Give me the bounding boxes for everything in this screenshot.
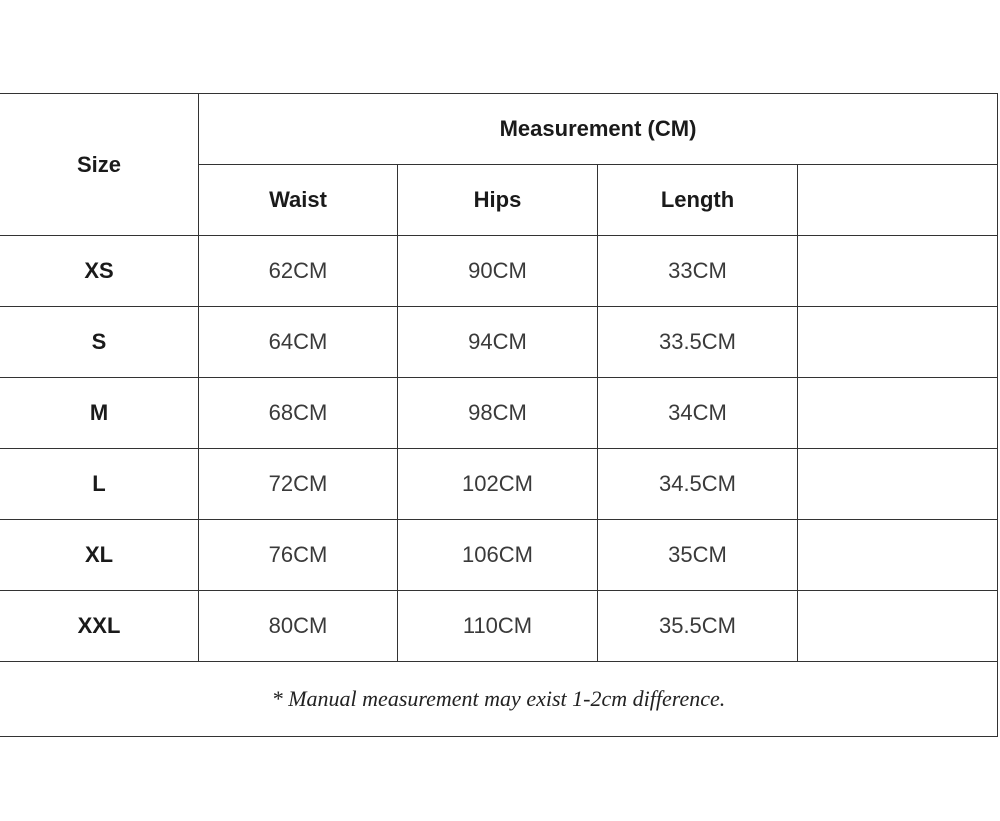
length-cell: 34.5CM xyxy=(598,449,798,520)
waist-cell: 68CM xyxy=(199,378,398,449)
hips-cell: 102CM xyxy=(398,449,598,520)
length-cell: 33CM xyxy=(598,236,798,307)
hips-cell: 90CM xyxy=(398,236,598,307)
empty-cell xyxy=(798,307,998,378)
waist-cell: 80CM xyxy=(199,591,398,662)
size-cell: XL xyxy=(0,520,199,591)
column-header-waist: Waist xyxy=(199,165,398,236)
empty-cell xyxy=(798,449,998,520)
waist-cell: 72CM xyxy=(199,449,398,520)
size-chart xyxy=(0,93,997,733)
table-row xyxy=(0,449,998,520)
table-row xyxy=(0,520,998,591)
size-cell: M xyxy=(0,378,199,449)
hips-cell: 110CM xyxy=(398,591,598,662)
table-row xyxy=(0,378,998,449)
hips-cell: 98CM xyxy=(398,378,598,449)
table-row xyxy=(0,591,998,662)
size-cell: S xyxy=(0,307,199,378)
column-header-empty xyxy=(798,165,998,236)
length-cell: 33.5CM xyxy=(598,307,798,378)
measurement-group-header: Measurement (CM) xyxy=(199,94,998,165)
column-header-length: Length xyxy=(598,165,798,236)
length-cell: 35CM xyxy=(598,520,798,591)
length-cell: 34CM xyxy=(598,378,798,449)
table-row xyxy=(0,236,998,307)
hips-cell: 94CM xyxy=(398,307,598,378)
header-row-group xyxy=(0,94,998,165)
column-header-hips: Hips xyxy=(398,165,598,236)
size-cell: L xyxy=(0,449,199,520)
table-row xyxy=(0,307,998,378)
hips-cell: 106CM xyxy=(398,520,598,591)
note-row xyxy=(0,662,998,737)
empty-cell xyxy=(798,591,998,662)
size-header: Size xyxy=(0,94,199,236)
size-cell: XS xyxy=(0,236,199,307)
length-cell: 35.5CM xyxy=(598,591,798,662)
waist-cell: 62CM xyxy=(199,236,398,307)
measurement-note: * Manual measurement may exist 1-2cm difference. xyxy=(0,662,998,737)
size-cell: XXL xyxy=(0,591,199,662)
empty-cell xyxy=(798,520,998,591)
empty-cell xyxy=(798,378,998,449)
waist-cell: 64CM xyxy=(199,307,398,378)
waist-cell: 76CM xyxy=(199,520,398,591)
size-chart-table xyxy=(0,93,998,737)
empty-cell xyxy=(798,236,998,307)
